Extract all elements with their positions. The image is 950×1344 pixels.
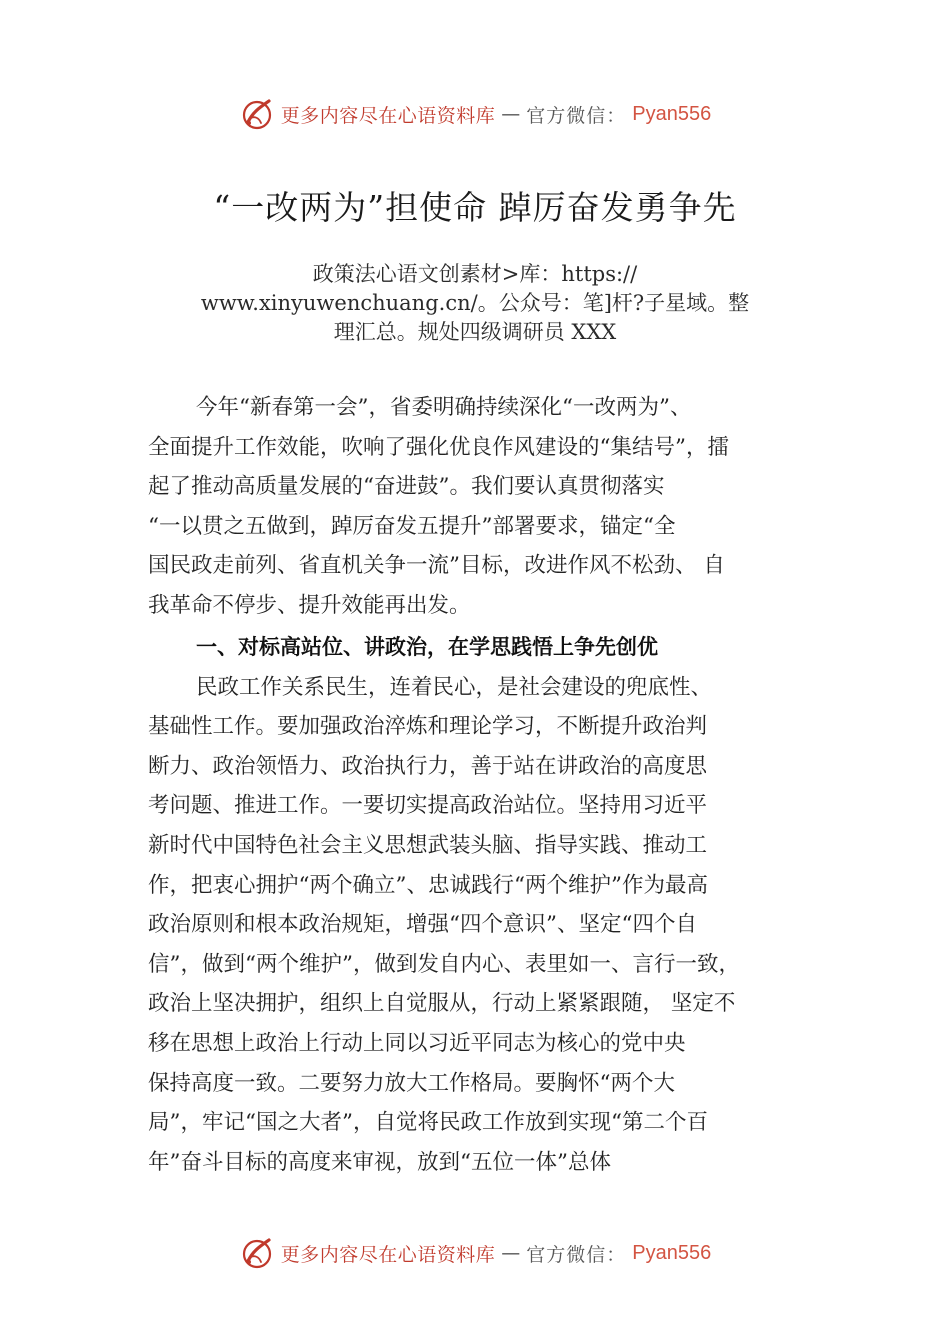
text-line: “一以贯之五做到，踔厉奋发五提升”部署要求，锚定“全 — [148, 513, 676, 539]
watermark-brand-text: 更多内容尽在心语资料库 — [280, 1243, 496, 1266]
text-line: 政治原则和根本政治规矩，增强“四个意识”、坚定“四个自 — [148, 912, 697, 938]
text-line: 信”，做到“两个维护”，做到发自内心、表里如一、言行一致， — [148, 951, 740, 977]
watermark-wechat-label: 官方微信： — [526, 104, 627, 127]
text-line: 起了推动高质量发展的“奋进鼓”。我们要认真贯彻落实 — [148, 474, 665, 500]
text-line: 我革命不停步、提升效能再出发。 — [148, 592, 471, 618]
watermark-wechat-id: Pyan556 — [632, 102, 712, 125]
watermark-banner-top — [0, 94, 950, 134]
text-line: 保持高度一致。二要努力放大工作格局。要胸怀“两个大 — [148, 1070, 675, 1096]
text-line: 考问题、推进工作。一要切实提高政治站位。坚持用习近平 — [148, 793, 708, 819]
watermark-wechat-label: 官方微信： — [526, 1243, 627, 1266]
text-line: 政治上坚决拥护，组织上自觉服从，行动上紧紧跟随， 坚定不 — [148, 991, 736, 1017]
watermark-banner-bottom — [0, 1233, 950, 1273]
text-line: 移在思想上政治上行动上同以习近平同志为核心的党中央 — [148, 1030, 686, 1056]
document-body — [148, 388, 818, 1182]
text-line: 基础性工作。要加强政治淬炼和理论学习，不断提升政治判 — [148, 714, 708, 740]
byline-line: 理汇总。规处四级调研员 XXX — [333, 320, 617, 344]
section-heading: 一、对标高站位、讲政治，在学思践悟上争先创优 — [196, 634, 658, 659]
text-line: 年”奋斗目标的高度来审视，放到“五位一体”总体 — [148, 1149, 611, 1175]
text-line: 民政工作关系民生，连着民心，是社会建设的兜底性、 — [196, 674, 713, 700]
document-byline — [150, 260, 800, 347]
watermark-separator: — — [501, 103, 521, 125]
paragraph-intro — [148, 388, 818, 626]
byline-line: 政策法心语文创素材>库：https:// — [312, 262, 638, 286]
text-line: 作，把衷心拥护“两个确立”、忠诚践行“两个维护”作为最高 — [148, 872, 708, 898]
watermark-separator: — — [501, 1242, 521, 1264]
byline-line: www.xinyuwenchuang.cn/。公众号：笔]杆?子星域。整 — [200, 291, 750, 315]
text-line: 全面提升工作效能，吹响了强化优良作风建设的“集结号”，擂 — [148, 434, 729, 460]
brush-stroke-logo-icon — [239, 96, 275, 132]
text-line: 新时代中国特色社会主义思想武装头脑、指导实践、推动工 — [148, 832, 708, 858]
document-title: “一改两为”担使命 踔厉奋发勇争先 — [213, 188, 737, 227]
watermark-brand-text: 更多内容尽在心语资料库 — [280, 104, 496, 127]
brush-stroke-logo-icon — [239, 1235, 275, 1271]
text-line: 局”，牢记“国之大者”，自觉将民政工作放到实现“第二个百 — [148, 1110, 708, 1136]
watermark-wechat-id: Pyan556 — [632, 1241, 712, 1264]
text-line: 今年“新春第一会”，省委明确持续深化“一改两为”、 — [196, 395, 692, 420]
text-line: 国民政走前列、省直机关争一流”目标，改进作风不松劲、 自 — [148, 553, 725, 579]
paragraph-section-one — [148, 668, 818, 1183]
text-line: 断力、政治领悟力、政治执行力，善于站在讲政治的高度思 — [148, 753, 708, 779]
